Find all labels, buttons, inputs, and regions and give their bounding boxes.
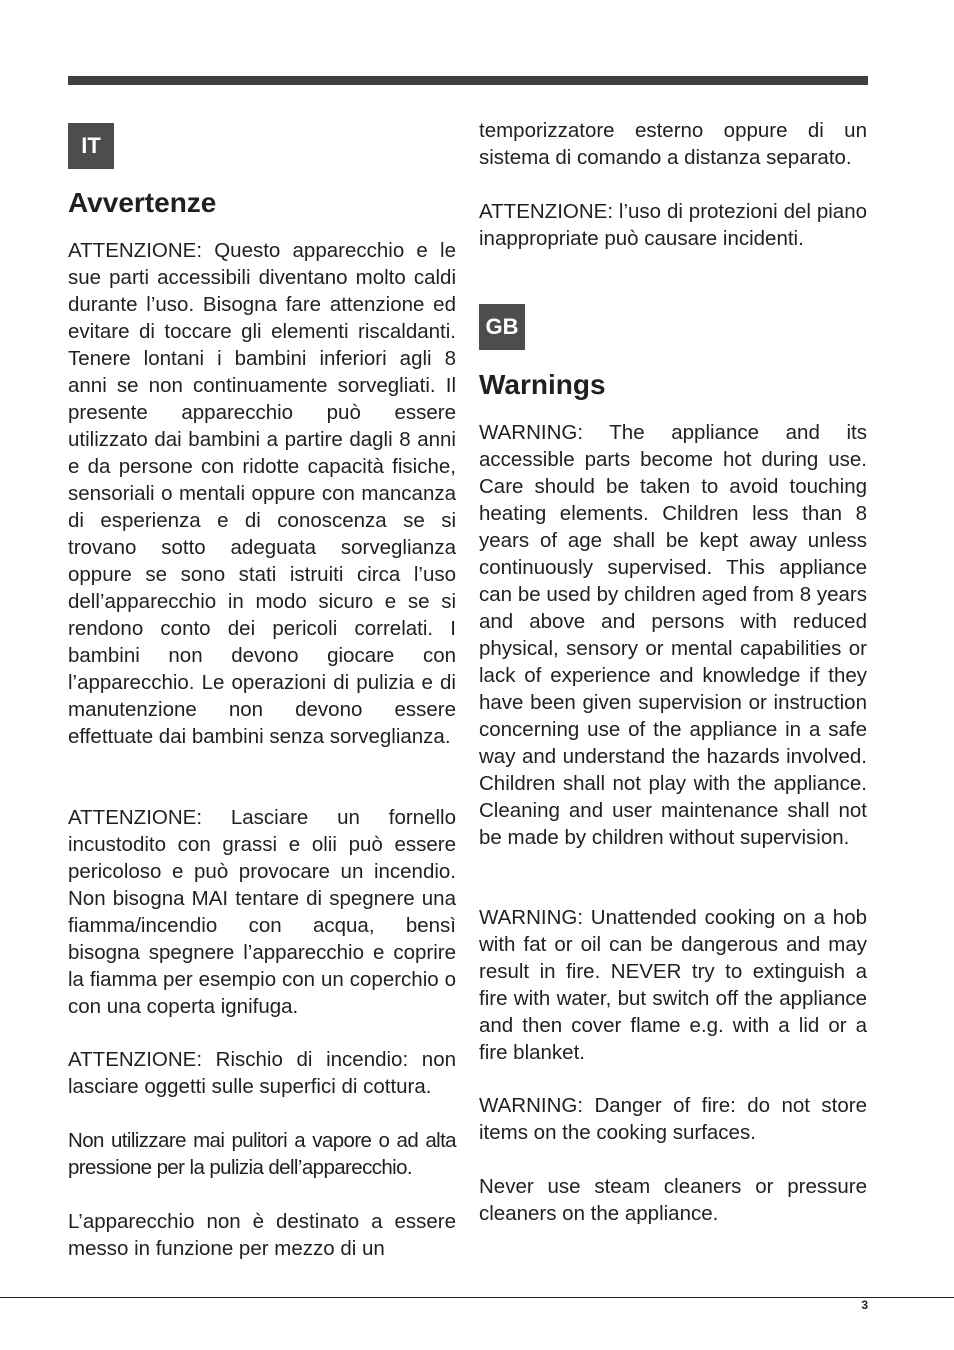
it-paragraph-2: ATTENZIONE: Lasciare un fornello incustodito con grassi e olii può essere pericoloso e può provocare un incendio. Non bisogna MAI tentare di spegnere una fiamma/incendio con acqua, bensì bisogna spegnere l’apparecchio e coprire la fiamma per esempio con un coperchio o con una coperta ignifuga. <box>68 806 456 1018</box>
it-paragraph-3: ATTENZIONE: Rischio di incendio: non lasciare oggetti sulle superfici di cottura. <box>68 1048 456 1098</box>
it-paragraph-5: L’apparecchio non è destinato a essere messo in funzione per mezzo di un <box>68 1210 456 1260</box>
gb-paragraph-2: WARNING: Unattended cooking on a hob with fat or oil can be dangerous and may result in fire. NEVER try to extinguish a fire with water, but switch off the appliance and then cover flame e.g. with a lid or a fire blanket. <box>479 906 867 1064</box>
heading-warnings: Warnings <box>479 369 606 400</box>
top-rule <box>68 76 868 85</box>
it-paragraph-1: ATTENZIONE: Questo apparecchio e le sue parti accessibili diventano molto caldi durante l’uso. Bisogna fare attenzione ed evitare di toccare gli elementi riscaldanti. Tenere lontani i bambini inferiori agli 8 anni se non continuamente sorvegliati. Il presente apparecchio può essere utilizzato dai bambini a partire dagli 8 anni e da persone con ridotte capacità fisiche, sensoriali o mentali oppure con mancanza di esperienza e di conoscenza se si trovano sotto adeguata sorveglianza oppure se sono stati istruiti circa l’uso dell’apparecchio in modo sicuro e se si rendono conto dei pericoli correlati. I bambini non devono giocare con l’apparecchio. Le operazioni di pulizia e di manutenzione non devono essere effettuate dai bambini senza sorveglianza. <box>68 239 456 748</box>
gb-paragraph-3: WARNING: Danger of fire: do not store items on the cooking surfaces. <box>479 1094 867 1144</box>
language-badge-it: IT <box>68 123 114 169</box>
it-paragraph-4: Non utilizzare mai pulitori a vapore o ad alta pressione per la pulizia dell’apparecchio. <box>68 1129 456 1179</box>
bottom-rule <box>0 1297 954 1298</box>
it-paragraph-continued: temporizzatore esterno oppure di un sistema di comando a distanza separato. <box>479 119 867 169</box>
gb-paragraph-1: WARNING: The appliance and its accessible parts become hot during use. Care should be taken to avoid touching heating elements. Children less than 8 years of age shall be kept away unless continuously supervised. This appliance can be used by children aged from 8 years and above and persons with reduced physical, sensory or mental capabilities or lack of experience and knowledge if they have been given supervision or instruction concerning use of the appliance in a safe way and understand the hazards involved. Children shall not play with the appliance. Cleaning and user maintenance shall not be made by children without supervision. <box>479 421 867 849</box>
heading-avvertenze: Avvertenze <box>68 187 217 218</box>
page-number: 3 <box>861 1298 868 1312</box>
it-paragraph-6: ATTENZIONE: l’uso di protezioni del piano inappropriate può causare incidenti. <box>479 200 867 250</box>
language-badge-gb: GB <box>479 304 525 350</box>
gb-paragraph-4: Never use steam cleaners or pressure cleaners on the appliance. <box>479 1175 867 1225</box>
